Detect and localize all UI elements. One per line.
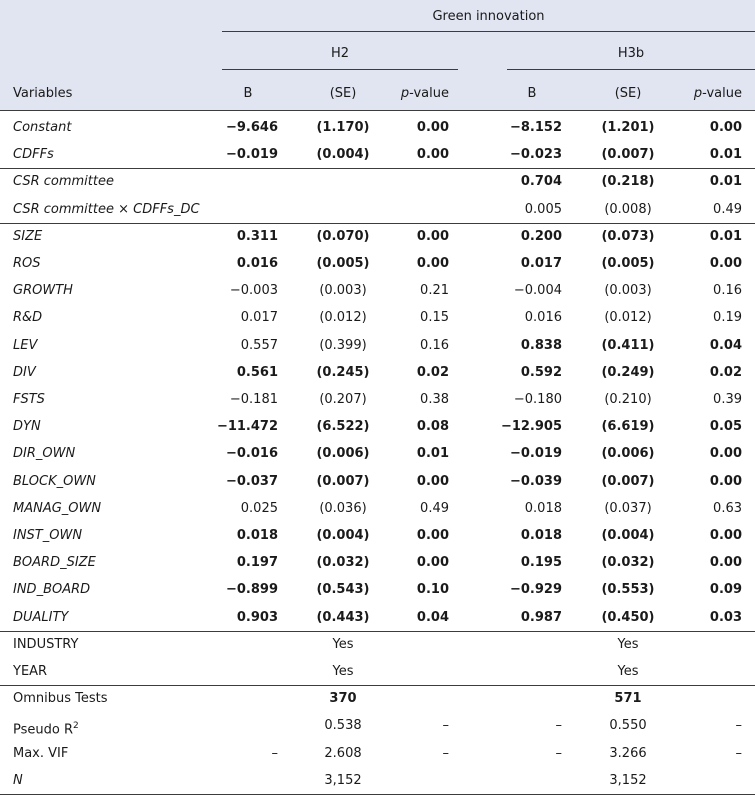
model-h3b-title: H3b bbox=[617, 46, 645, 61]
table-row bbox=[0, 686, 755, 713]
h2-se-value: (0.443) bbox=[316, 609, 370, 625]
h3b-se-value: (0.003) bbox=[604, 283, 652, 299]
h2-se-value: Yes bbox=[332, 664, 354, 679]
variables-header: Variables bbox=[13, 86, 73, 101]
h3b-se-value: (0.073) bbox=[601, 228, 655, 244]
h3b-se-value: (0.005) bbox=[601, 256, 655, 271]
h2-b-value: −0.016 bbox=[225, 446, 278, 462]
variable-name: SIZE bbox=[13, 228, 43, 244]
h2-se-value: (1.170) bbox=[316, 120, 370, 135]
h3b-p-value: 0.00 bbox=[709, 256, 742, 271]
h2-b-value: 0.197 bbox=[236, 555, 278, 571]
h3b-se-value: (0.032) bbox=[601, 555, 655, 571]
h3b-se-value: 3.266 bbox=[609, 745, 647, 761]
h2-se-value: (0.245) bbox=[316, 364, 370, 380]
h3b-p-value: 0.00 bbox=[709, 120, 742, 135]
h3b-b-value: −12.905 bbox=[500, 419, 562, 435]
h3b-p-value: – bbox=[735, 745, 742, 761]
variable-name: BOARD_SIZE bbox=[13, 555, 96, 571]
h3b-se-value: (0.007) bbox=[601, 473, 655, 489]
h2-p-value: 0.01 bbox=[416, 446, 449, 462]
h3b-b-value: 0.838 bbox=[520, 337, 562, 353]
variable-name: GROWTH bbox=[13, 283, 73, 299]
group-title: Green innovation bbox=[432, 9, 545, 24]
table-row bbox=[0, 387, 755, 414]
h3b-p-value: 0.05 bbox=[709, 419, 742, 435]
table-row bbox=[0, 142, 755, 169]
h3b-b-value: 0.704 bbox=[520, 174, 562, 190]
header-rule bbox=[0, 110, 755, 111]
variable-name: DUALITY bbox=[13, 609, 69, 625]
h2-se-value: Yes bbox=[332, 636, 354, 652]
variable-name: CDFFs bbox=[13, 147, 54, 163]
h2-se-value: (0.005) bbox=[316, 256, 370, 271]
h2-se-value: (0.012) bbox=[319, 310, 367, 326]
h3b-b-value: −0.004 bbox=[513, 283, 562, 299]
h3b-b-value: 0.195 bbox=[520, 555, 562, 571]
h2-se-value: (0.032) bbox=[316, 555, 370, 571]
table-row bbox=[0, 251, 755, 278]
group-rule bbox=[222, 31, 755, 32]
h2-b-value: 0.025 bbox=[240, 500, 278, 516]
table-row bbox=[0, 659, 755, 686]
variable-name: FSTS bbox=[13, 392, 45, 407]
h3b-b-value: 0.987 bbox=[520, 609, 562, 625]
h3b-se-value: 3,152 bbox=[609, 772, 647, 788]
h3b-p-value: 0.19 bbox=[713, 310, 742, 326]
h2-p-value: – bbox=[442, 745, 449, 761]
h3b-se-value: (0.249) bbox=[601, 364, 655, 380]
h2-se-value: (0.004) bbox=[316, 147, 370, 163]
table-row bbox=[0, 414, 755, 441]
table-row bbox=[0, 360, 755, 387]
h3b-b-value: −0.019 bbox=[509, 446, 562, 462]
h2-se-value: (0.006) bbox=[316, 446, 370, 462]
variable-name: CSR committee bbox=[13, 174, 114, 190]
h2-se-value: (0.207) bbox=[319, 392, 367, 407]
h2-b-value: −0.019 bbox=[225, 147, 278, 163]
h3b-se-value: (0.210) bbox=[604, 392, 652, 407]
variable-name: INST_OWN bbox=[13, 528, 83, 543]
h2-p-value: 0.38 bbox=[420, 392, 449, 407]
h2-se-value: (0.004) bbox=[316, 528, 370, 543]
h2-p-value: 0.15 bbox=[420, 310, 449, 326]
table-row bbox=[0, 632, 755, 659]
h3b-p-value: 0.01 bbox=[709, 147, 742, 163]
h3b-se-value: Yes bbox=[617, 636, 639, 652]
h3b-b-value: – bbox=[555, 745, 562, 761]
h3b-se-value: (0.007) bbox=[601, 147, 655, 163]
h2-b-value: −0.037 bbox=[225, 473, 278, 489]
h2-p-header: p-value bbox=[400, 86, 449, 101]
h2-p-value: – bbox=[442, 718, 449, 734]
h3b-p-value: 0.00 bbox=[709, 555, 742, 571]
h2-se-value: (0.007) bbox=[316, 473, 370, 489]
h2-se-value: (0.543) bbox=[316, 582, 370, 598]
h3b-se-value: (0.218) bbox=[601, 174, 655, 190]
h3b-se-value: (0.450) bbox=[601, 609, 655, 625]
h3b-p-value: 0.49 bbox=[713, 201, 742, 217]
h3b-p-value: 0.39 bbox=[713, 392, 742, 407]
h3b-p-value: 0.09 bbox=[709, 582, 742, 598]
h3b-se-value: (0.004) bbox=[601, 528, 655, 543]
h3b-b-value: 0.017 bbox=[520, 256, 562, 271]
h2-p-value: 0.10 bbox=[416, 582, 449, 598]
table-row bbox=[0, 496, 755, 523]
h3b-se-value: (1.201) bbox=[601, 120, 655, 135]
h3b-b-value: 0.005 bbox=[524, 201, 562, 217]
h3b-se-value: (0.411) bbox=[601, 337, 655, 353]
h3b-p-value: 0.01 bbox=[709, 228, 742, 244]
variable-name: R&D bbox=[13, 310, 43, 326]
h2-se-value: (6.522) bbox=[316, 419, 370, 435]
h2-b-value: −0.899 bbox=[225, 582, 278, 598]
h3b-se-value: 0.550 bbox=[609, 718, 647, 734]
h3b-p-value: 0.00 bbox=[709, 473, 742, 489]
table-row bbox=[0, 333, 755, 360]
h3b-b-value: 0.018 bbox=[520, 528, 562, 543]
h2-p-value: 0.21 bbox=[420, 283, 449, 299]
h3b-b-value: 0.200 bbox=[520, 228, 562, 244]
table-row bbox=[0, 550, 755, 577]
table-row bbox=[0, 169, 755, 196]
h3b-p-value: 0.04 bbox=[709, 337, 742, 353]
variable-name: DYN bbox=[13, 419, 41, 435]
h2-b-value: 0.018 bbox=[236, 528, 278, 543]
h3b-se-header: (SE) bbox=[614, 86, 642, 101]
h3b-b-value: −0.929 bbox=[509, 582, 562, 598]
table-row bbox=[0, 305, 755, 332]
h3b-b-value: 0.016 bbox=[524, 310, 562, 326]
h2-b-value: 0.557 bbox=[240, 337, 278, 353]
h3b-se-value: (0.037) bbox=[604, 500, 652, 516]
h2-se-value: 370 bbox=[329, 691, 357, 707]
h2-b-value: 0.561 bbox=[236, 364, 278, 380]
h3b-se-value: (6.619) bbox=[601, 419, 655, 435]
h3b-se-value: 571 bbox=[614, 691, 642, 707]
h2-b-value: −0.003 bbox=[229, 283, 278, 299]
h2-b-value: −9.646 bbox=[225, 120, 278, 135]
h3b-b-header: B bbox=[527, 86, 537, 101]
h2-p-value: 0.00 bbox=[416, 228, 449, 244]
table-row bbox=[0, 741, 755, 768]
model-h2-rule bbox=[222, 69, 458, 70]
h2-p-value: 0.00 bbox=[416, 256, 449, 271]
variable-name: DIR_OWN bbox=[13, 446, 76, 462]
h3b-p-value: 0.00 bbox=[709, 528, 742, 543]
h3b-b-value: −0.023 bbox=[509, 147, 562, 163]
h2-se-value: (0.036) bbox=[319, 500, 367, 516]
h2-p-value: 0.04 bbox=[416, 609, 449, 625]
model-h2-title: H2 bbox=[330, 46, 350, 61]
h2-p-value: 0.00 bbox=[416, 473, 449, 489]
h3b-se-value: (0.008) bbox=[604, 201, 652, 217]
h2-p-value: 0.00 bbox=[416, 555, 449, 571]
h2-p-value: 0.00 bbox=[416, 120, 449, 135]
model-h3b-rule bbox=[507, 69, 755, 70]
h2-se-value: 3,152 bbox=[324, 772, 362, 788]
h2-se-value: 0.538 bbox=[324, 718, 362, 734]
h3b-p-value: 0.03 bbox=[709, 609, 742, 625]
h3b-p-header: p-value bbox=[693, 86, 742, 101]
variable-name: IND_BOARD bbox=[13, 582, 91, 598]
h2-se-value: (0.003) bbox=[319, 283, 367, 299]
h3b-p-value: 0.01 bbox=[709, 174, 742, 190]
h2-b-value: −0.181 bbox=[229, 392, 278, 407]
h3b-b-value: −8.152 bbox=[509, 120, 562, 135]
variable-name: Max. VIF bbox=[13, 745, 69, 761]
h2-b-value: 0.016 bbox=[236, 256, 278, 271]
h3b-se-value: (0.012) bbox=[604, 310, 652, 326]
h2-se-header: (SE) bbox=[329, 86, 357, 101]
h2-se-value: (0.070) bbox=[316, 228, 370, 244]
variable-name: INDUSTRY bbox=[13, 636, 79, 652]
h3b-se-value: (0.553) bbox=[601, 582, 655, 598]
h3b-b-value: −0.180 bbox=[513, 392, 562, 407]
variable-name: BLOCK_OWN bbox=[13, 473, 96, 489]
h2-b-value: 0.903 bbox=[236, 609, 278, 625]
h3b-b-value: 0.018 bbox=[524, 500, 562, 516]
bottom-rule bbox=[0, 794, 755, 795]
h3b-p-value: 0.63 bbox=[713, 500, 742, 516]
variable-name: Pseudo $R^2$ bbox=[13, 721, 79, 738]
variable-name: YEAR bbox=[13, 664, 48, 679]
variable-name: MANAG_OWN bbox=[13, 500, 102, 516]
h3b-p-value: 0.16 bbox=[713, 283, 742, 299]
h2-se-value: (0.399) bbox=[319, 337, 367, 353]
h3b-p-value: 0.00 bbox=[709, 446, 742, 462]
h2-p-value: 0.08 bbox=[416, 419, 449, 435]
table-row bbox=[0, 224, 755, 251]
h2-b-value: 0.017 bbox=[240, 310, 278, 326]
table-row bbox=[0, 768, 755, 795]
variable-name: N bbox=[13, 772, 23, 788]
table-row bbox=[0, 523, 755, 550]
table-row bbox=[0, 115, 755, 142]
table-row bbox=[0, 278, 755, 305]
variable-name: Omnibus Tests bbox=[13, 691, 108, 707]
variable-name: DIV bbox=[13, 364, 36, 380]
table-row bbox=[0, 605, 755, 632]
h3b-se-value: Yes bbox=[617, 664, 639, 679]
table-row bbox=[0, 197, 755, 224]
h2-b-value: 0.311 bbox=[236, 228, 278, 244]
h3b-p-value: – bbox=[735, 718, 742, 734]
h3b-b-value: −0.039 bbox=[509, 473, 562, 489]
h2-b-value: −11.472 bbox=[216, 419, 278, 435]
table-row bbox=[0, 441, 755, 468]
variable-name: CSR committee × CDFFs_DC bbox=[13, 201, 200, 217]
variable-name: LEV bbox=[13, 337, 38, 353]
table-row bbox=[0, 713, 755, 740]
table-row bbox=[0, 577, 755, 604]
h2-b-header: B bbox=[243, 86, 253, 101]
table-row bbox=[0, 469, 755, 496]
h3b-se-value: (0.006) bbox=[601, 446, 655, 462]
h2-p-value: 0.00 bbox=[416, 147, 449, 163]
h3b-p-value: 0.02 bbox=[709, 364, 742, 380]
h2-se-value: 2.608 bbox=[324, 745, 362, 761]
h3b-b-value: – bbox=[555, 718, 562, 734]
h2-p-value: 0.49 bbox=[420, 500, 449, 516]
variable-name: Constant bbox=[13, 120, 72, 135]
variable-name: ROS bbox=[13, 256, 41, 271]
h2-b-value: – bbox=[271, 745, 278, 761]
h2-p-value: 0.02 bbox=[416, 364, 449, 380]
h2-p-value: 0.16 bbox=[420, 337, 449, 353]
h3b-b-value: 0.592 bbox=[520, 364, 562, 380]
h2-p-value: 0.00 bbox=[416, 528, 449, 543]
